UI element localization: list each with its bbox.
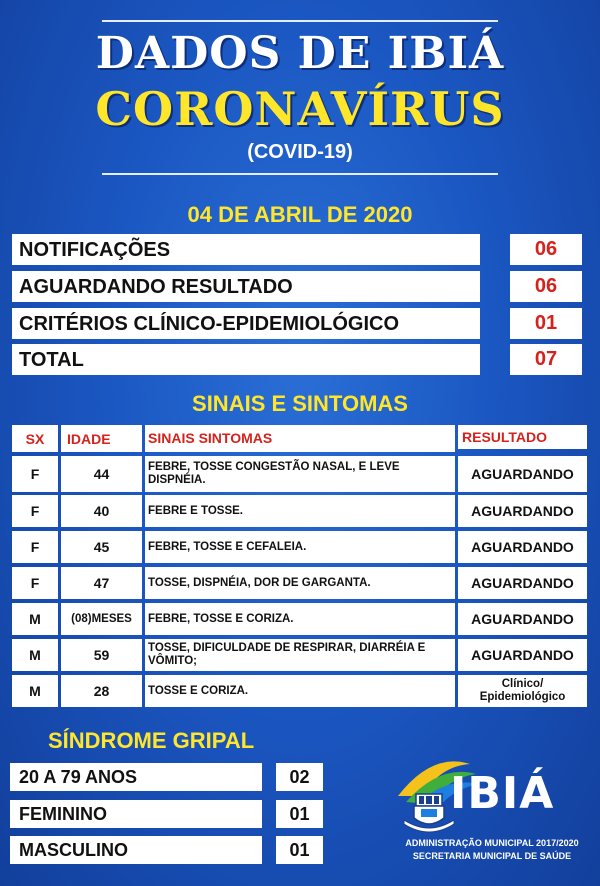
stat-label: NOTIFICAÇÕES [12,234,480,265]
symptoms-title: SINAIS E SINTOMAS [192,391,408,416]
bottom-divider [102,173,498,175]
header-sx: SX [12,425,58,452]
stat-label: AGUARDANDO RESULTADO [12,271,480,302]
logo-text: IBIÁ [450,768,555,819]
stat-value: 01 [510,308,582,339]
title-coronavirus: CORONAVÍRUS [95,82,505,136]
cell-sx: M [12,603,58,635]
cell-idade: 59 [61,639,142,671]
report-date: 04 DE ABRIL DE 2020 [187,202,413,227]
cell-resultado: Clínico/ Epidemiológico [458,675,587,707]
gripal-value: 02 [276,763,323,791]
stat-label: TOTAL [12,344,480,375]
gripal-value: 01 [276,800,323,828]
gripal-label: MASCULINO [10,836,262,864]
title-covid: (COVID-19) [247,141,353,163]
cell-resultado: AGUARDANDO [458,495,587,527]
header-resultado: RESULTADO [458,425,587,449]
cell-sinais: FEBRE, TOSSE E CORIZA. [145,603,455,635]
cell-resultado: AGUARDANDO [458,603,587,635]
cell-sinais: FEBRE, TOSSE CONGESTÃO NASAL, E LEVE DISPNÉIA. [145,456,455,492]
gripal-label: 20 A 79 ANOS [10,763,262,791]
cell-sx: F [12,531,58,563]
top-divider [102,20,498,22]
cell-sinais: TOSSE, DISPNÉIA, DOR DE GARGANTA. [145,567,455,599]
gripal-value: 01 [276,836,323,864]
cell-sinais: TOSSE E CORIZA. [145,675,455,707]
cell-idade: (08)MESES [61,603,142,635]
cell-idade: 45 [61,531,142,563]
cell-sx: M [12,639,58,671]
cell-sinais: FEBRE E TOSSE. [145,495,455,527]
cell-resultado: AGUARDANDO [458,639,587,671]
cell-resultado: AGUARDANDO [458,456,587,492]
gripal-label: FEMININO [10,800,262,828]
cell-sx: F [12,567,58,599]
cell-idade: 44 [61,456,142,492]
cell-idade: 40 [61,495,142,527]
cell-sinais: FEBRE, TOSSE E CEFALEIA. [145,531,455,563]
logo-secretaria-text: SECRETARIA MUNICIPAL DE SAÚDE [412,851,572,861]
cell-resultado: AGUARDANDO [458,531,587,563]
stat-label: CRITÉRIOS CLÍNICO-EPIDEMIOLÓGICO [12,308,480,339]
cell-idade: 28 [61,675,142,707]
cell-sx: M [12,675,58,707]
cell-sinais: TOSSE, DIFICULDADE DE RESPIRAR, DIARRÉIA E VÔMITO; [145,639,455,671]
cell-sx: F [12,456,58,492]
header-idade: IDADE [61,425,142,452]
cell-sx: F [12,495,58,527]
gripal-title: SÍNDROME GRIPAL [48,728,255,753]
stat-value: 06 [510,234,582,265]
stat-value: 07 [510,344,582,375]
cell-resultado: AGUARDANDO [458,567,587,599]
header-sinais: SINAIS SINTOMAS [145,425,455,452]
title-city: DADOS DE IBIÁ [95,28,505,79]
stat-value: 06 [510,271,582,302]
cell-idade: 47 [61,567,142,599]
logo-admin-text: ADMINISTRAÇÃO MUNICIPAL 2017/2020 [405,838,579,848]
